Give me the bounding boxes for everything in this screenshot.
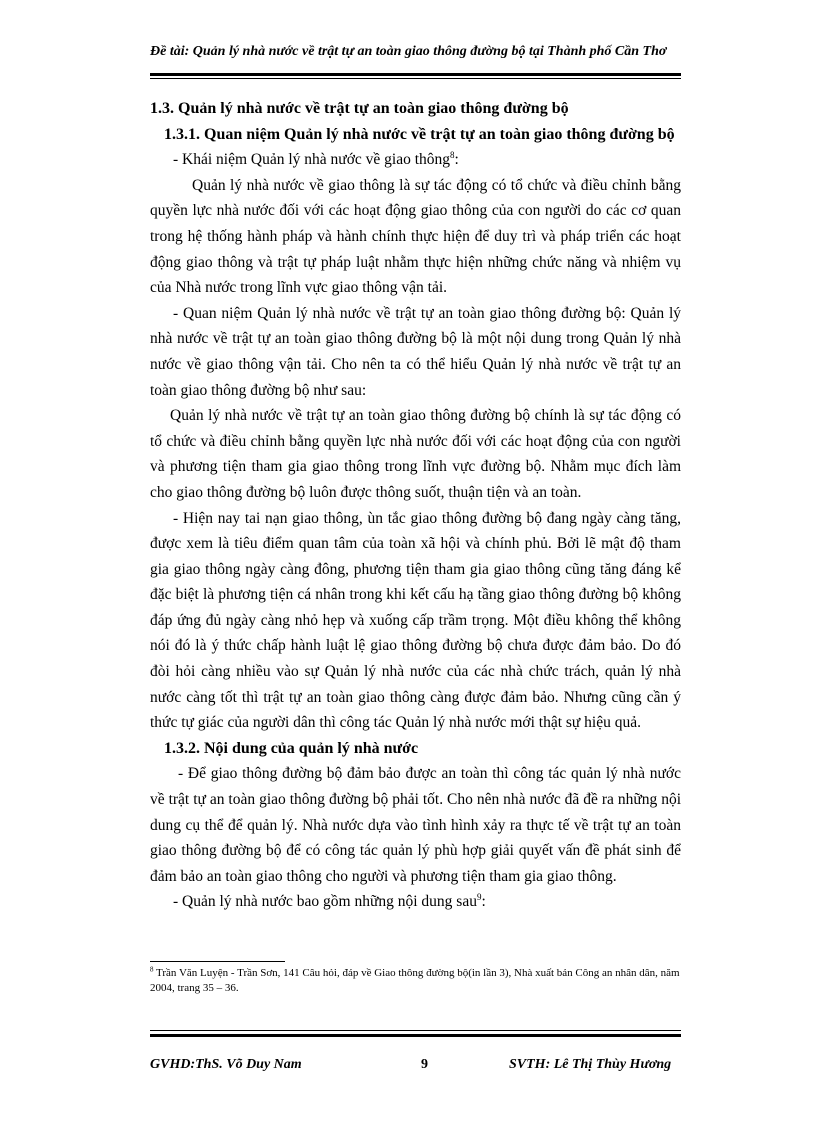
heading-1-3-1: 1.3.1. Quan niệm Quản lý nhà nước về trật tự an toàn giao thông đường bộ bbox=[164, 125, 675, 143]
concept-label-text: - Khái niệm Quản lý nhà nước về giao thông bbox=[173, 151, 451, 169]
document-body bbox=[150, 96, 681, 915]
concept-label-colon: : bbox=[454, 151, 459, 169]
footnote-separator bbox=[150, 961, 285, 962]
footer-rule-thick bbox=[150, 1034, 681, 1037]
footnote-ref-8: 8 bbox=[450, 150, 455, 161]
paragraph-current-situation: - Hiện nay tai nạn giao thông, ùn tắc giao thông đường bộ đang ngày càng tăng, được xem là tiêu điểm quan tâm của toàn xã hội và chính phủ. Bởi lẽ mật độ tham gia giao thông ngày càng đông, phương tiện tham gia giao thông cũng tăng đáng kể đặc biệt là phương tiện cá nhân trong khi kết cấu hạ tầng giao thông đường bộ không đáp ứng đủ ngày càng nhỏ hẹp và xuống cấp trầm trọng. Một điều không thể không nói đó là ý thức chấp hành luật lệ giao thông đường bộ chưa được đảm bảo. Do đó đòi hỏi càng nhiều vào sự Quản lý nhà nước của các nhà chức trách, quản lý nhà nước càng tốt thì trật tự an toàn giao thông càng được đảm bảo. Nhưng cũng cần ý thức tự giác của người dân thì công tác Quản lý nhà nước mới thật sự hiệu quả. bbox=[150, 509, 681, 732]
footnote-text: Trần Văn Luyện - Trần Sơn, 141 Câu hỏi, đáp về Giao thông đường bộ(in lần 3), Nhà xuất bản Công an nhân dân, năm 2004, trang 35 – 36. bbox=[150, 967, 680, 994]
paragraph-concept-label bbox=[150, 147, 681, 173]
page-number: 9 bbox=[421, 1057, 428, 1072]
paragraph-notion-definition: Quản lý nhà nước về trật tự an toàn giao thông đường bộ chính là sự tác động có tổ chức và điều chỉnh bằng quyền lực nhà nước đối với các hoạt động của con người và phương tiện tham gia giao thông trong lĩnh vực đường bộ. Nhằm mục đích làm cho giao thông đường bộ luôn được thông suốt, thuận tiện và an toàn. bbox=[150, 407, 681, 501]
paragraph-content: - Để giao thông đường bộ đảm bảo được an toàn thì công tác quản lý nhà nước về trật tự an toàn giao thông đường bộ phải tốt. Cho nên nhà nước đã đề ra những nội dung cụ thể để quản lý. Nhà nước dựa vào tình hình xảy ra thực tế về trật tự an toàn giao thông đường bộ để có công tác quản lý phù hợp giải quyết vấn đề phát sinh để đảm bảo an toàn giao thông cho người và phương tiện tham gia giao thông. bbox=[150, 765, 681, 885]
footer-advisor: GVHD:ThS. Võ Duy Nam bbox=[150, 1057, 302, 1072]
header-rule-thick bbox=[150, 73, 681, 76]
footnote-mark: 8 bbox=[150, 965, 154, 974]
paragraph-concept-definition: Quản lý nhà nước về giao thông là sự tác động có tổ chức và điều chỉnh bằng quyền lực nhà nước đối với các hoạt động giao thông của con người do các cơ quan trong hệ thống hành pháp và hành chính thực hiện để duy trì và pháp triển các hoạt động giao thông và trật tự pháp luật nhằm thực hiện những chức năng và nhiệm vụ của Nhà nước trong lĩnh vực giao thông vận tải. bbox=[150, 176, 681, 297]
header-rule-thin bbox=[150, 78, 681, 79]
footer-rule-thin bbox=[150, 1030, 681, 1031]
footnote-ref-9: 9 bbox=[476, 892, 482, 903]
includes-label-text: - Quản lý nhà nước bao gồm những nội dung sau bbox=[173, 893, 477, 911]
paragraph-includes-label bbox=[150, 889, 681, 915]
footer-student: SVTH: Lê Thị Thùy Hương bbox=[509, 1057, 672, 1072]
page-header-title: Đề tài: Quản lý nhà nước về trật tự an toàn giao thông đường bộ tại Thành phố Cần Thơ bbox=[150, 44, 667, 59]
paragraph-notion: - Quan niệm Quản lý nhà nước về trật tự an toàn giao thông đường bộ: Quản lý nhà nước về trật tự an toàn giao thông đường bộ là một nội dung trong Quản lý nhà nước về giao thông vận tải. Cho nên ta có thể hiểu Quản lý nhà nước về trật tự an toàn giao thông đường bộ như sau: bbox=[150, 304, 681, 399]
includes-label-colon: : bbox=[481, 893, 486, 911]
heading-1-3-2: 1.3.2. Nội dung của quản lý nhà nước bbox=[164, 739, 419, 757]
heading-1-3: 1.3. Quản lý nhà nước về trật tự an toàn giao thông đường bộ bbox=[150, 100, 569, 117]
footnote-8 bbox=[150, 966, 681, 996]
